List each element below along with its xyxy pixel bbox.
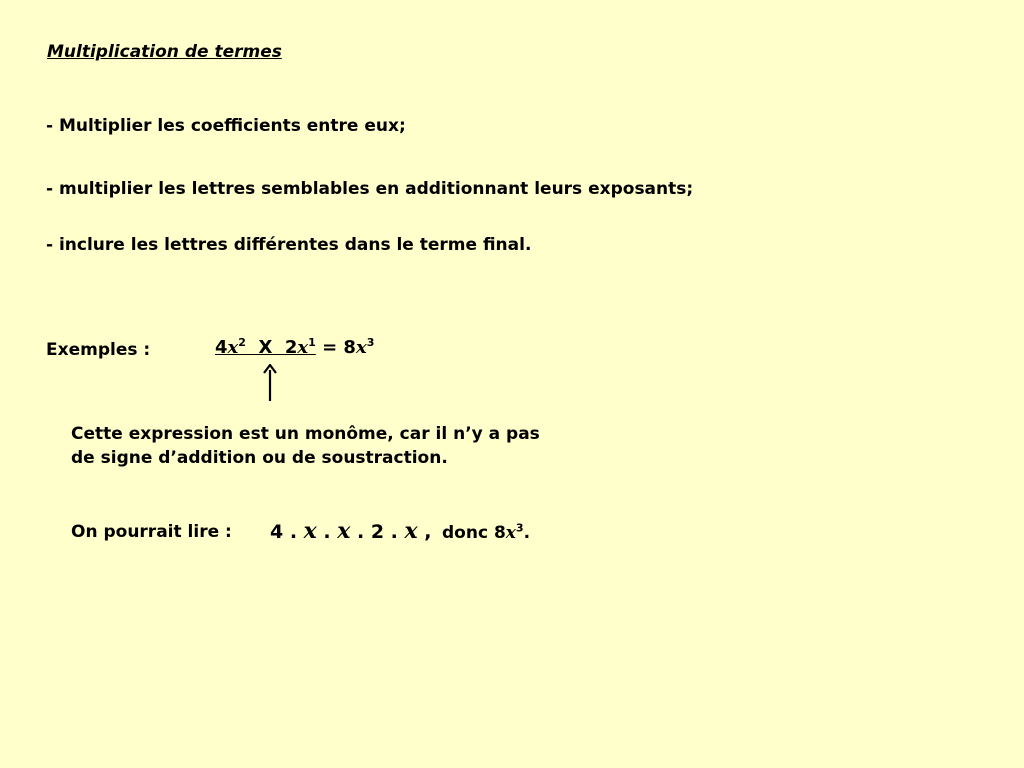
reading-var3: x [404, 518, 418, 544]
reading-part2: . 2 . [350, 521, 405, 543]
equation-left-side [215, 337, 316, 358]
equation-equals: = [315, 337, 344, 358]
rule-coefficients: - Multiplier les coefficients entre eux; [46, 116, 406, 136]
reading-var1: x [303, 518, 317, 544]
monomial-explanation [71, 422, 540, 470]
reading-conclusion [442, 523, 530, 543]
example-equation [215, 337, 374, 358]
equation-var2: x [297, 337, 309, 358]
reading-tail-text: donc 8 [442, 523, 506, 543]
equation-result-coef: 8 [343, 337, 356, 358]
equation-coef1: 4 [215, 337, 228, 358]
equation-exp2: 1 [308, 336, 316, 349]
explanation-line-1: Cette expression est un monôme, car il n’y a pas [71, 424, 540, 444]
reading-tail-end: . [523, 523, 531, 543]
reading-label: On pourrait lire : [71, 522, 232, 542]
equation-result-exp: 3 [366, 336, 375, 349]
reading-tail-var: x [505, 523, 516, 543]
up-arrow-icon [262, 364, 278, 402]
equation-coef2: 2 [284, 337, 298, 358]
equation-var1: x [227, 337, 239, 358]
equation-exp1: 2 [238, 336, 246, 349]
reading-var2: x [337, 518, 351, 544]
rule-different-letters: - inclure les lettres différentes dans le terme final. [46, 235, 532, 255]
reading-tail-exp: 3 [515, 521, 524, 535]
rule-exponents: - multiplier les lettres semblables en additionnant leurs exposants; [46, 179, 694, 199]
reading-part1: 4 . [270, 521, 304, 543]
reading-product [270, 518, 431, 544]
explanation-line-2: de signe d’addition ou de soustraction. [71, 448, 448, 468]
slide-title: Multiplication de termes [47, 42, 282, 62]
equation-times: X [245, 337, 285, 358]
reading-sep1: . [316, 521, 338, 543]
examples-label: Exemples : [46, 340, 151, 360]
equation-result-var: x [355, 337, 367, 358]
reading-part3: , [417, 521, 432, 543]
